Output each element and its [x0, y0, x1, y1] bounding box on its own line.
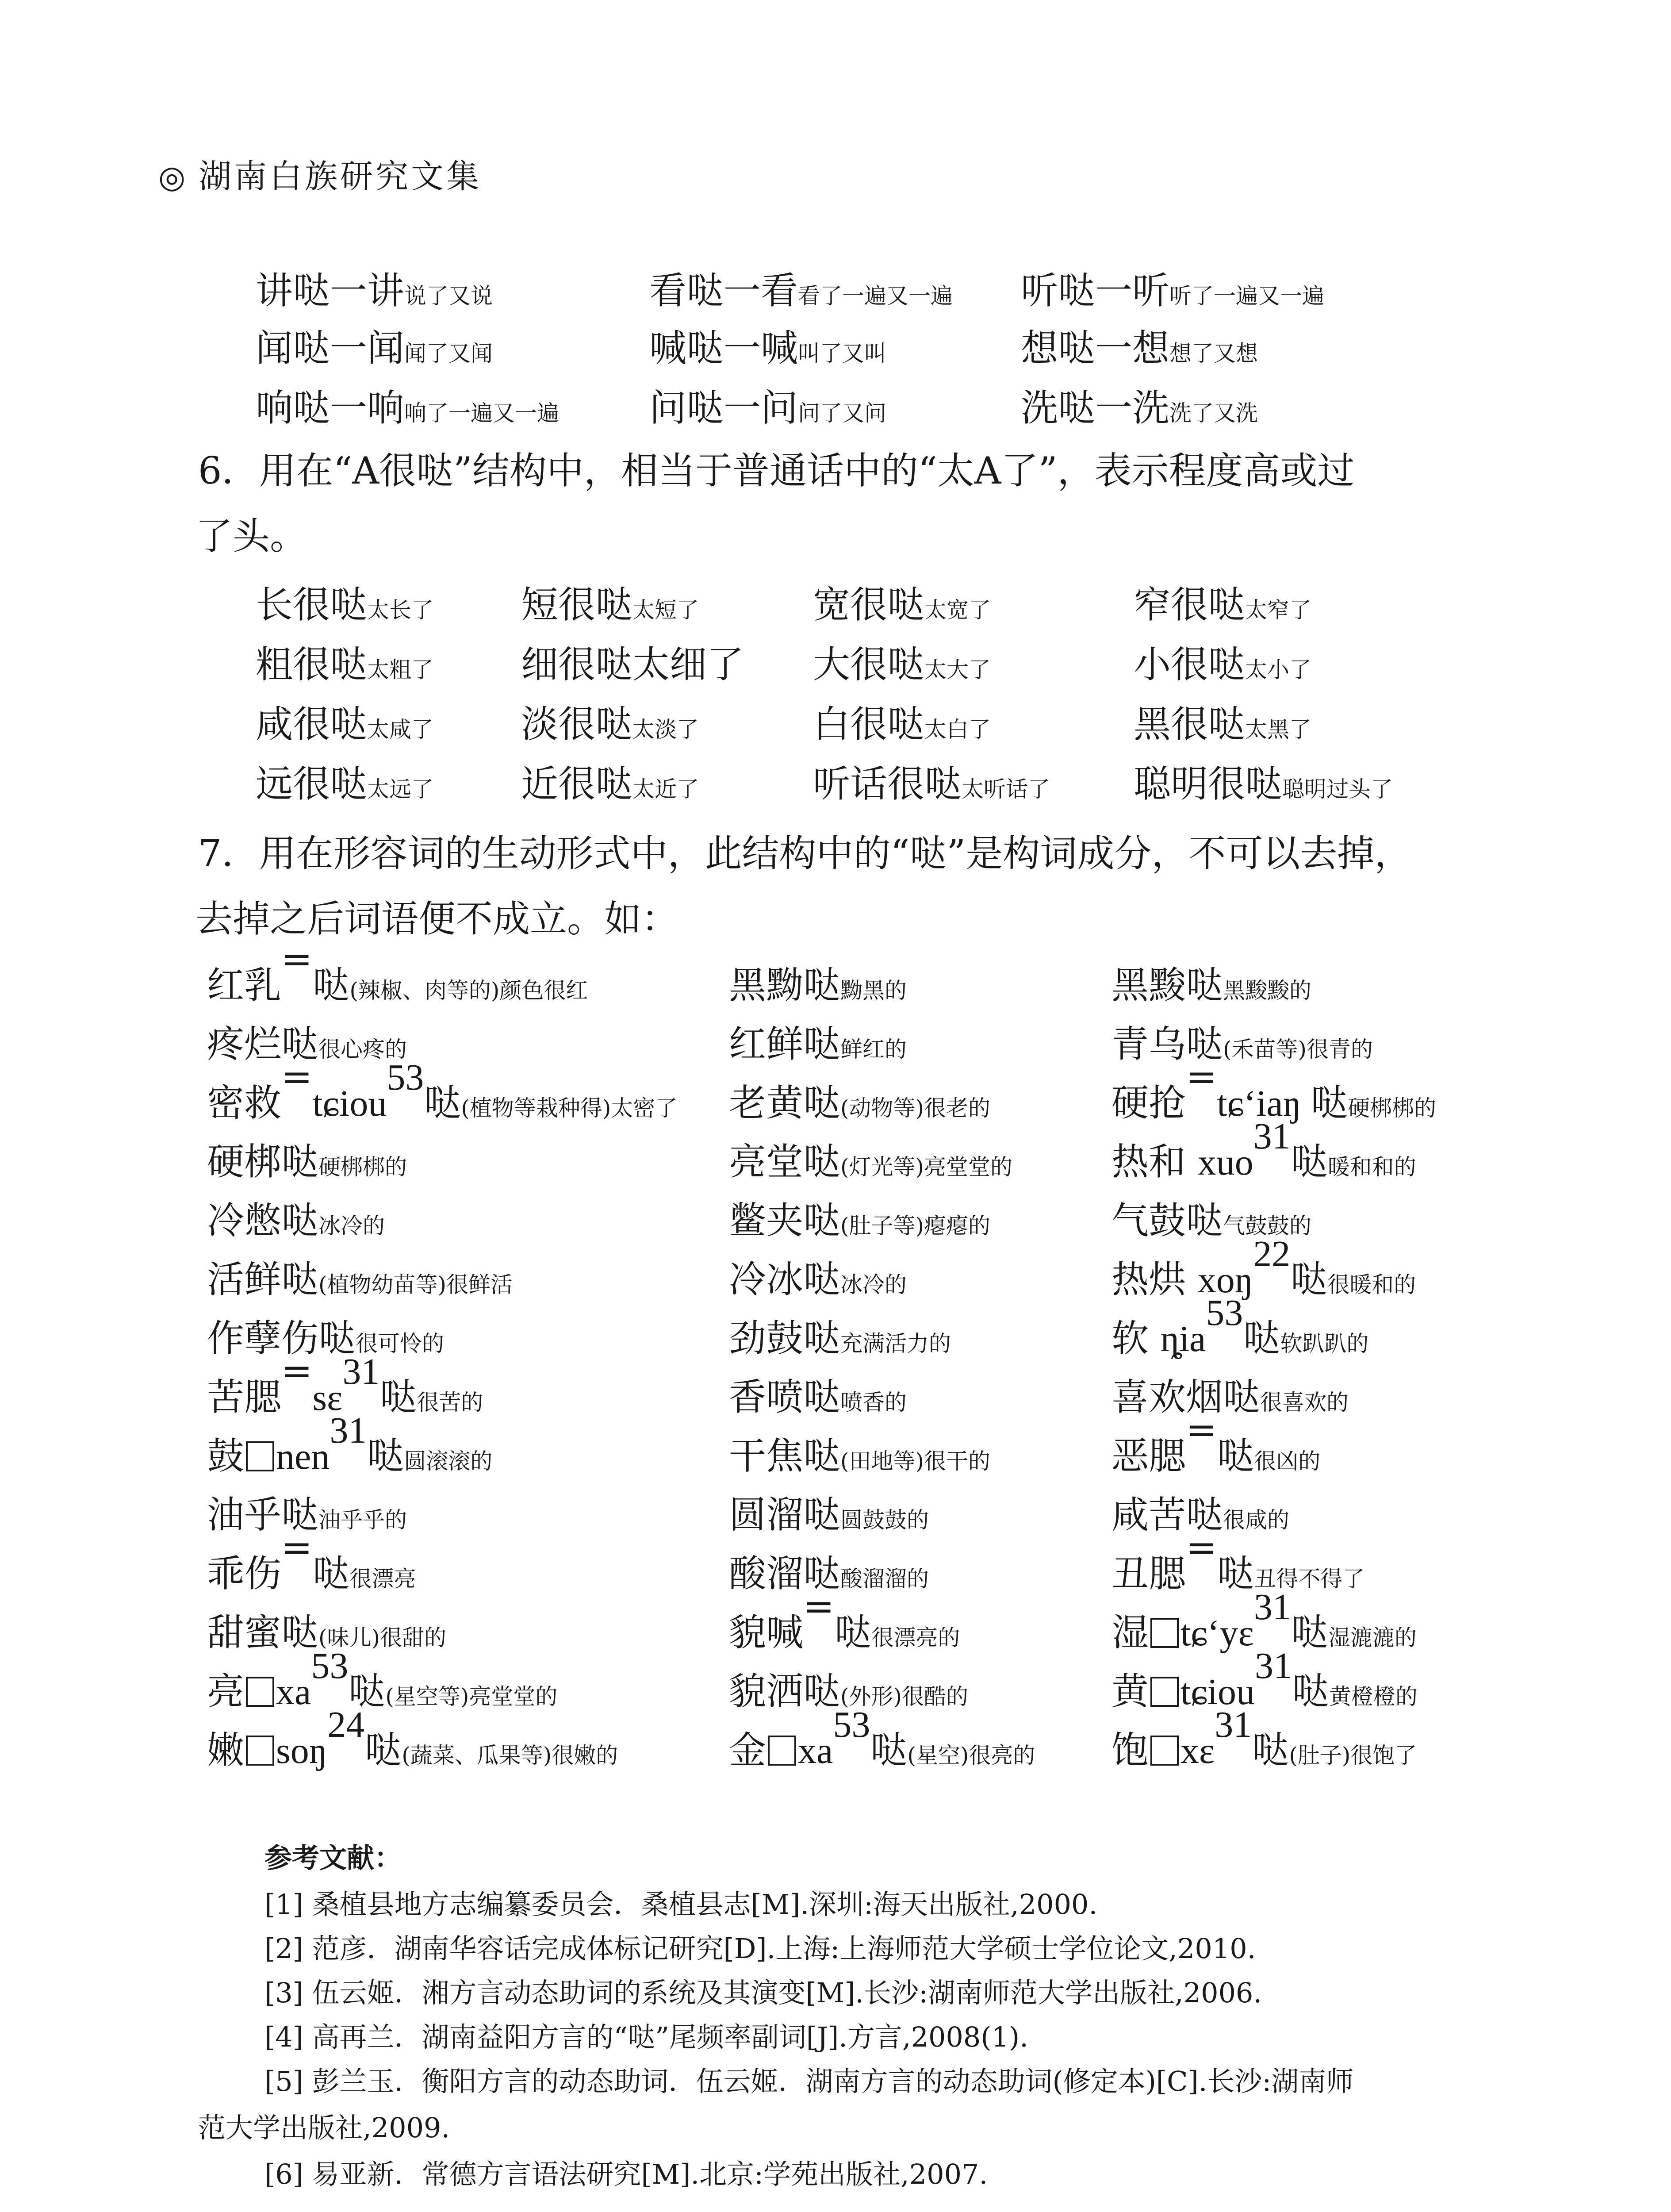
vivid-gloss: 很暖和的 — [1327, 1272, 1416, 1298]
degree-item — [1134, 754, 1393, 808]
suffix-da: 哒 — [379, 1375, 417, 1419]
degree-word: 远很哒 — [256, 762, 368, 806]
vivid-gloss: (动物等)很老的 — [840, 1095, 991, 1121]
example-word: 想哒一想 — [1021, 326, 1170, 370]
vivid-gloss: (蔬菜、瓜果等)很嫩的 — [402, 1743, 618, 1768]
vivid-gloss: 很喜欢的 — [1260, 1390, 1349, 1415]
vivid-item — [1111, 1292, 1369, 1362]
vivid-item — [729, 1132, 1012, 1186]
tone-number: 53 — [387, 1057, 424, 1098]
missing-char-box — [768, 1736, 796, 1766]
degree-word: 聪明很哒 — [1134, 762, 1283, 806]
degree-gloss: 太听话了 — [962, 776, 1050, 802]
example-word: 讲哒一讲 — [256, 269, 405, 312]
degree-gloss: 太远了 — [367, 776, 434, 802]
vivid-gloss: 圆鼓鼓的 — [840, 1507, 929, 1533]
degree-item — [813, 695, 991, 748]
degree-gloss: 太长了 — [367, 597, 434, 623]
vivid-word: 黄 — [1111, 1670, 1149, 1713]
vivid-word: 黑黢哒 — [1111, 964, 1223, 1007]
vivid-gloss: 黝黑的 — [840, 978, 907, 1003]
vivid-word: 热烘 — [1111, 1258, 1198, 1301]
example-item — [1021, 261, 1324, 315]
missing-char-box — [246, 1441, 274, 1471]
degree-item — [521, 575, 699, 629]
vivid-gloss: 很漂亮 — [349, 1566, 416, 1592]
degree-gloss: 太短了 — [632, 597, 699, 623]
vivid-gloss: 很漂亮的 — [871, 1625, 960, 1651]
degree-word: 窄很哒 — [1134, 583, 1246, 626]
vivid-word: 苦腮 — [207, 1375, 282, 1419]
degree-word: 细很哒太细了 — [521, 643, 744, 686]
bullseye-icon: ◎ — [158, 159, 188, 195]
vivid-gloss: 充满活力的 — [840, 1331, 951, 1356]
example-item — [256, 261, 493, 315]
ipa-transcription: xa — [276, 1671, 311, 1713]
ipa-transcription: xoŋ — [1197, 1260, 1253, 1301]
degree-item — [521, 635, 744, 688]
example-word: 听哒一听 — [1021, 269, 1170, 312]
vivid-word: 软 — [1111, 1317, 1161, 1360]
example-item — [649, 261, 953, 315]
vivid-gloss: (肚子)很饱了 — [1289, 1743, 1417, 1768]
ipa-transcription: sɛ — [312, 1377, 343, 1418]
vivid-gloss: (灯光等)亮堂堂的 — [840, 1154, 1013, 1180]
degree-gloss: 太小了 — [1245, 657, 1312, 683]
tone-number: 53 — [833, 1704, 870, 1746]
vivid-word: 青乌哒 — [1111, 1022, 1223, 1066]
vivid-word: 热和 — [1111, 1140, 1198, 1183]
paragraph-7 — [195, 821, 1503, 952]
vivid-item — [207, 1309, 444, 1362]
vivid-item — [729, 1309, 951, 1362]
degree-word: 白很哒 — [813, 703, 925, 746]
vivid-word: 香喷哒 — [729, 1375, 841, 1419]
running-header — [158, 150, 482, 197]
ipa-transcription: ȵia — [1160, 1318, 1206, 1359]
vivid-gloss: (外形)很酷的 — [840, 1684, 969, 1709]
vivid-gloss: 硬梆梆的 — [1348, 1095, 1437, 1121]
missing-char-box — [1150, 1618, 1179, 1648]
vivid-word: 貌洒哒 — [729, 1670, 841, 1713]
degree-gloss: 太窄了 — [1245, 597, 1312, 623]
tone-mark: = — [281, 1526, 313, 1570]
tone-number: 31 — [342, 1351, 380, 1393]
tone-mark: = — [803, 1585, 835, 1628]
vivid-item — [1111, 1014, 1373, 1068]
vivid-word: 亮堂哒 — [729, 1140, 841, 1183]
vivid-gloss: (味儿)很甜的 — [318, 1625, 447, 1651]
book-title: 湖南白族研究文集 — [199, 157, 482, 196]
vivid-word: 恶腮 — [1111, 1434, 1186, 1478]
vivid-item — [207, 1645, 558, 1715]
vivid-gloss: 油乎乎的 — [318, 1507, 407, 1533]
tone-mark: = — [281, 937, 313, 981]
vivid-gloss: 很心疼的 — [318, 1037, 407, 1062]
degree-word: 长很哒 — [256, 583, 368, 626]
vivid-gloss: 湿漉漉的 — [1328, 1625, 1417, 1651]
degree-item — [1134, 635, 1311, 688]
vivid-gloss: 软趴趴的 — [1280, 1331, 1369, 1356]
degree-gloss: 太淡了 — [632, 717, 699, 742]
suffix-da: 哒 — [1292, 1670, 1329, 1713]
ipa-transcription: tɕ‘iaŋ — [1217, 1083, 1311, 1124]
vivid-gloss: (星空)很亮的 — [907, 1743, 1035, 1768]
suffix-da: 哒 — [424, 1081, 461, 1125]
missing-char-box — [1150, 1736, 1179, 1766]
suffix-da: 哒 — [364, 1728, 402, 1772]
vivid-word: 作孽伤哒 — [207, 1317, 356, 1360]
vivid-item — [207, 1250, 513, 1303]
vivid-word: 冷冰哒 — [729, 1258, 841, 1301]
ipa-transcription: xuo — [1197, 1142, 1253, 1183]
vivid-word: 气鼓哒 — [1111, 1199, 1223, 1242]
vivid-item — [729, 1250, 907, 1303]
vivid-item — [729, 1426, 990, 1480]
suffix-da: 哒 — [367, 1434, 404, 1478]
degree-item — [813, 575, 991, 629]
vivid-gloss: 黄橙橙的 — [1329, 1684, 1418, 1709]
example-item — [1021, 319, 1258, 372]
suffix-da: 哒 — [1217, 1552, 1254, 1595]
tone-number: 31 — [1215, 1704, 1252, 1746]
vivid-gloss: 硬梆梆的 — [318, 1154, 407, 1180]
vivid-word: 硬梆哒 — [207, 1140, 319, 1183]
degree-gloss: 太宽了 — [924, 597, 991, 623]
paragraph-6-line-2: 了头。 — [195, 515, 307, 558]
example-gloss: 听了一遍又一遍 — [1169, 283, 1325, 309]
vivid-gloss: 冰冷的 — [318, 1213, 385, 1239]
vivid-item — [1111, 1233, 1416, 1303]
degree-gloss: 太大了 — [924, 657, 991, 683]
degree-item — [256, 575, 433, 629]
vivid-gloss: 冰冷的 — [840, 1272, 907, 1298]
vivid-word: 圆溜哒 — [729, 1493, 841, 1536]
vivid-word: 乖伤 — [207, 1552, 282, 1595]
vivid-word: 劲鼓哒 — [729, 1317, 841, 1360]
ipa-transcription: nen — [276, 1436, 330, 1477]
vivid-gloss: (星空等)亮堂堂的 — [385, 1684, 558, 1709]
vivid-gloss: (田地等)很干的 — [840, 1448, 991, 1474]
degree-word: 粗很哒 — [256, 643, 368, 686]
vivid-gloss: 黑黢黢的 — [1223, 978, 1312, 1003]
vivid-item — [729, 1704, 1035, 1774]
paragraph-6 — [195, 438, 1503, 569]
degree-word: 宽很哒 — [813, 583, 925, 626]
vivid-item — [207, 1191, 385, 1244]
example-gloss: 洗了又洗 — [1169, 400, 1258, 426]
example-gloss: 问了又问 — [798, 400, 887, 426]
vivid-item — [1111, 956, 1311, 1009]
tone-number: 31 — [330, 1410, 367, 1452]
example-word: 闻哒一闻 — [256, 326, 405, 370]
vivid-item — [207, 1055, 678, 1127]
example-gloss: 叫了又叫 — [798, 341, 887, 366]
vivid-word: 活鲜哒 — [207, 1258, 319, 1301]
ipa-transcription: tɕ‘yɛ — [1180, 1613, 1254, 1654]
degree-gloss: 聪明过头了 — [1282, 776, 1393, 802]
example-item — [256, 319, 493, 372]
degree-word: 短很哒 — [521, 583, 633, 626]
degree-item — [521, 695, 699, 748]
degree-item — [521, 754, 699, 808]
vivid-word: 貌喊 — [729, 1611, 804, 1654]
degree-item — [813, 754, 1050, 808]
vivid-word: 黑黝哒 — [729, 964, 841, 1007]
tone-mark: = — [1186, 1526, 1217, 1570]
example-gloss: 想了又想 — [1169, 341, 1258, 366]
vivid-word: 老黄哒 — [729, 1081, 841, 1125]
suffix-da: 哒 — [1243, 1317, 1280, 1360]
references-title: 参考文献： — [264, 1842, 402, 1874]
vivid-item — [729, 956, 907, 1009]
ipa-transcription: soŋ — [276, 1730, 328, 1771]
vivid-gloss: 鲜红的 — [840, 1037, 907, 1062]
vivid-gloss: 很苦的 — [417, 1390, 483, 1415]
vivid-word: 冷憋哒 — [207, 1199, 319, 1242]
example-item — [649, 319, 886, 372]
vivid-gloss: (辣椒、肉等的)颜色很红 — [349, 978, 588, 1003]
missing-char-box — [1150, 1677, 1179, 1707]
vivid-item — [207, 1526, 416, 1598]
vivid-item — [207, 1132, 407, 1186]
vivid-item — [1111, 1116, 1416, 1186]
ipa-transcription: xa — [798, 1730, 833, 1771]
reference-item: 范大学出版社,2009. — [198, 2112, 450, 2144]
example-word: 问哒一问 — [649, 386, 798, 430]
example-gloss: 响了一遍又一遍 — [404, 400, 560, 426]
paragraph-7-line-2: 去掉之后词语便不成立。如： — [195, 897, 679, 941]
suffix-da: 哒 — [1290, 1258, 1328, 1301]
vivid-item — [729, 1073, 990, 1127]
tone-mark: = — [1186, 1408, 1217, 1452]
vivid-word: 喜欢烟哒 — [1111, 1375, 1261, 1419]
vivid-item — [729, 1191, 990, 1244]
vivid-gloss: 暖和和的 — [1327, 1154, 1416, 1180]
vivid-item — [207, 937, 588, 1009]
example-gloss: 看了一遍又一遍 — [798, 283, 953, 309]
reference-item: [2] 范彦．湖南华容话完成体标记研究[D].上海:上海师范大学硕士学位论文,2010. — [264, 1932, 1256, 1965]
vivid-word: 红乳 — [207, 964, 282, 1007]
vivid-gloss: 酸溜溜的 — [840, 1566, 929, 1592]
vivid-item — [729, 1014, 907, 1068]
degree-gloss: 太黑了 — [1245, 717, 1312, 742]
tone-number: 53 — [1206, 1292, 1243, 1334]
degree-item — [256, 754, 433, 808]
degree-word: 黑很哒 — [1134, 703, 1246, 746]
degree-item — [1134, 695, 1311, 748]
vivid-word: 疼烂哒 — [207, 1022, 319, 1066]
tone-number: 31 — [1253, 1116, 1291, 1157]
degree-word: 淡很哒 — [521, 703, 633, 746]
suffix-da: 哒 — [312, 1552, 350, 1595]
suffix-da: 哒 — [312, 964, 350, 1007]
vivid-word: 湿 — [1111, 1611, 1149, 1654]
vivid-gloss: (植物等栽种得)太密了 — [461, 1095, 678, 1121]
vivid-word: 亮 — [207, 1670, 245, 1713]
degree-word: 小很哒 — [1134, 643, 1246, 686]
ipa-transcription: xɛ — [1180, 1730, 1215, 1771]
degree-item — [813, 635, 991, 688]
vivid-word: 干焦哒 — [729, 1434, 841, 1478]
example-word: 洗哒一洗 — [1021, 386, 1170, 430]
tone-number: 22 — [1253, 1233, 1291, 1275]
vivid-item — [207, 1704, 618, 1774]
vivid-item — [1111, 1367, 1349, 1421]
vivid-item — [1111, 1704, 1417, 1774]
vivid-gloss: (植物幼苗等)很鲜活 — [318, 1272, 513, 1298]
vivid-item — [1111, 1526, 1365, 1598]
vivid-gloss: 圆滚滚的 — [404, 1448, 493, 1474]
vivid-word: 饱 — [1111, 1728, 1149, 1772]
tone-number: 53 — [311, 1645, 349, 1687]
example-gloss: 说了又说 — [404, 283, 493, 309]
paragraph-7-line-1: 7．用在形容词的生动形式中，此结构中的“哒”是构词成分，不可以去掉， — [198, 832, 1412, 875]
ipa-transcription: tɕiou — [312, 1083, 387, 1124]
vivid-gloss: 很咸的 — [1223, 1507, 1290, 1533]
suffix-da: 哒 — [1311, 1081, 1348, 1125]
reference-item: [3] 伍云姬．湘方言动态助词的系统及其演变[M].长沙:湖南师范大学出版社,2006. — [264, 1977, 1262, 2009]
example-gloss: 闻了又闻 — [404, 341, 493, 366]
suffix-da: 哒 — [834, 1611, 872, 1654]
vivid-item — [729, 1367, 907, 1421]
degree-word: 近很哒 — [521, 762, 633, 806]
example-word: 响哒一响 — [256, 386, 405, 430]
degree-gloss: 太近了 — [632, 776, 699, 802]
vivid-gloss: (肚子等)瘪瘪的 — [840, 1213, 991, 1239]
degree-item — [256, 695, 433, 748]
tone-mark: = — [281, 1349, 313, 1393]
missing-char-box — [246, 1736, 274, 1766]
vivid-word: 红鲜哒 — [729, 1022, 841, 1066]
suffix-da: 哒 — [870, 1728, 908, 1772]
example-item — [1021, 378, 1258, 432]
vivid-gloss: (禾苗等)很青的 — [1223, 1037, 1373, 1062]
example-item — [256, 378, 559, 432]
suffix-da: 哒 — [1291, 1611, 1328, 1654]
degree-word: 大很哒 — [813, 643, 925, 686]
vivid-gloss: 丑得不得了 — [1254, 1566, 1365, 1592]
vivid-word: 密救 — [207, 1081, 282, 1125]
vivid-word: 嫩 — [207, 1728, 245, 1772]
reference-item: [1] 桑植县地方志编纂委员会．桑植县志[M].深圳:海天出版社,2000. — [264, 1888, 1098, 1920]
example-item — [649, 378, 886, 432]
vivid-word: 硬抢 — [1111, 1081, 1186, 1125]
example-word: 看哒一看 — [649, 269, 798, 312]
tone-number: 24 — [327, 1704, 365, 1746]
vivid-gloss: 喷香的 — [840, 1390, 907, 1415]
paragraph-6-line-1: 6．用在“A很哒”结构中，相当于普通话中的“太A了”，表示程度高或过 — [198, 449, 1355, 492]
degree-item — [1134, 575, 1311, 629]
degree-word: 听话很哒 — [813, 762, 962, 806]
missing-char-box — [246, 1677, 274, 1707]
degree-gloss: 太粗了 — [367, 657, 434, 683]
vivid-item — [207, 1410, 493, 1480]
vivid-gloss: 气鼓鼓的 — [1223, 1213, 1312, 1239]
suffix-da: 哒 — [1252, 1728, 1289, 1772]
vivid-word: 咸苦哒 — [1111, 1493, 1223, 1536]
vivid-word: 鼓 — [207, 1434, 245, 1478]
vivid-word: 金 — [729, 1728, 767, 1772]
vivid-item — [729, 1485, 929, 1539]
suffix-da: 哒 — [1217, 1434, 1254, 1478]
vivid-word: 丑腮 — [1111, 1552, 1186, 1595]
tone-number: 31 — [1254, 1645, 1292, 1687]
degree-gloss: 太咸了 — [367, 717, 434, 742]
vivid-item — [729, 1585, 960, 1656]
suffix-da: 哒 — [348, 1670, 386, 1713]
vivid-word: 酸溜哒 — [729, 1552, 841, 1595]
vivid-word: 油乎哒 — [207, 1493, 319, 1536]
degree-item — [256, 635, 433, 688]
example-word: 喊哒一喊 — [649, 326, 798, 370]
degree-gloss: 太白了 — [924, 717, 991, 742]
vivid-item — [1111, 1408, 1321, 1480]
ipa-transcription: tɕiou — [1180, 1671, 1255, 1713]
vivid-word: 甜蜜哒 — [207, 1611, 319, 1654]
suffix-da: 哒 — [1290, 1140, 1328, 1183]
tone-mark: = — [281, 1055, 313, 1099]
tone-number: 31 — [1253, 1586, 1291, 1628]
degree-word: 咸很哒 — [256, 703, 368, 746]
reference-item: [6] 易亚新．常德方言语法研究[M].北京:学苑出版社,2007. — [264, 2158, 988, 2190]
vivid-item — [1111, 1645, 1418, 1715]
reference-item: [4] 高再兰．湖南益阳方言的“哒”尾频率副词[J].方言,2008(1). — [264, 2021, 1028, 2053]
vivid-gloss: 很可怜的 — [356, 1331, 445, 1356]
reference-item: [5] 彭兰玉．衡阳方言的动态助词．伍云姬．湖南方言的动态助词(修定本)[C].长沙:湖南师 — [264, 2065, 1354, 2097]
vivid-word: 鳖夹哒 — [729, 1199, 841, 1242]
tone-mark: = — [1186, 1055, 1217, 1099]
vivid-gloss: 很凶的 — [1254, 1448, 1321, 1474]
